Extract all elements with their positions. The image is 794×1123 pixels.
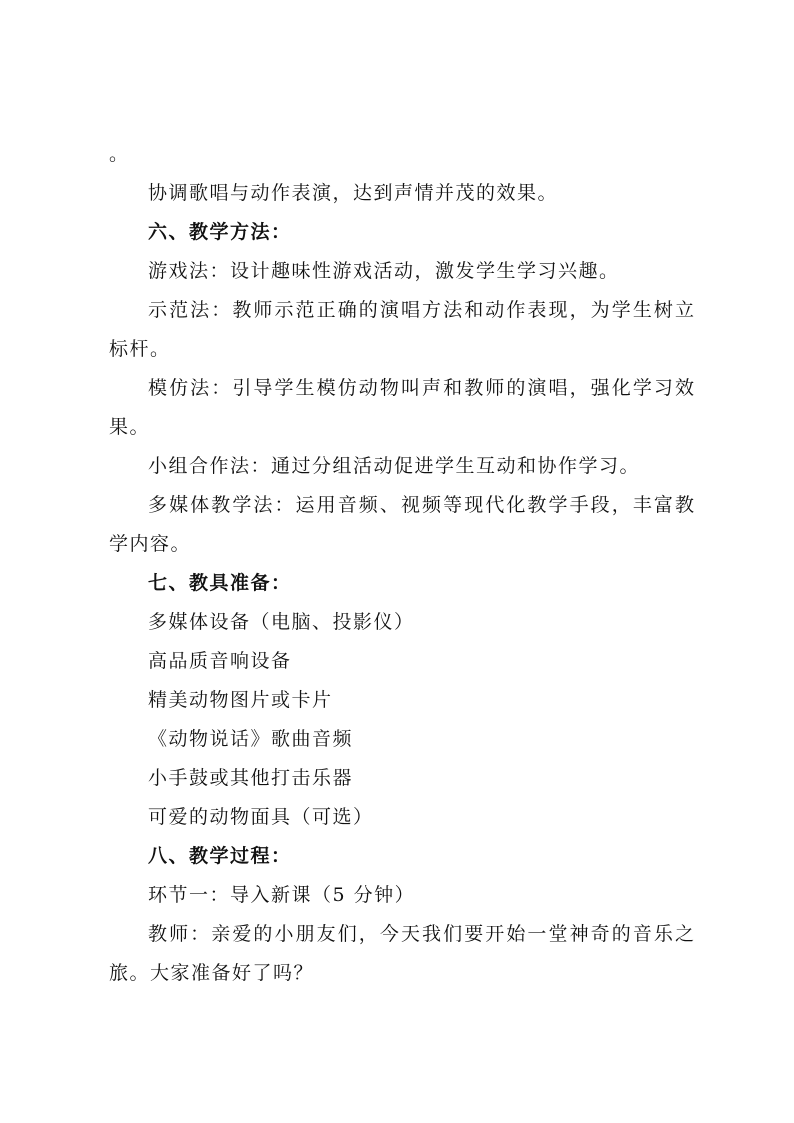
subsection-title: 环节一：导入新课（5 分钟） <box>148 884 416 906</box>
list-item: 小手鼓或其他打击乐器 <box>148 767 354 789</box>
list-item: 《动物说话》歌曲音频 <box>148 728 354 750</box>
paragraph-line: 协调歌唱与动作表演，达到声情并茂的效果。 <box>148 182 559 204</box>
paragraph-line: 标杆。 <box>109 338 171 360</box>
list-item: 精美动物图片或卡片 <box>148 689 333 711</box>
section-heading-teaching-process: 八、教学过程： <box>148 845 292 867</box>
paragraph-line: 示范法：教师示范正确的演唱方法和动作表现，为学生树立 <box>148 299 694 321</box>
list-item: 可爱的动物面具（可选） <box>148 806 374 828</box>
paragraph-line: 教师：亲爱的小朋友们，今天我们要开始一堂神奇的音乐之 <box>148 923 694 945</box>
paragraph-line: 小组合作法：通过分组活动促进学生互动和协作学习。 <box>148 455 641 477</box>
paragraph-line: 多媒体教学法：运用音频、视频等现代化教学手段，丰富教 <box>148 494 694 516</box>
trailing-period: 。 <box>109 143 130 165</box>
section-heading-teaching-methods: 六、教学方法： <box>148 221 292 243</box>
list-item: 多媒体设备（电脑、投影仪） <box>148 611 415 633</box>
paragraph-line: 旅。大家准备好了吗？ <box>109 962 315 984</box>
list-item: 高品质音响设备 <box>148 650 292 672</box>
paragraph-line: 游戏法：设计趣味性游戏活动，激发学生学习兴趣。 <box>148 260 620 282</box>
section-heading-teaching-aids: 七、教具准备： <box>148 572 292 594</box>
paragraph-line: 学内容。 <box>109 533 192 555</box>
paragraph-line: 模仿法：引导学生模仿动物叫声和教师的演唱，强化学习效 <box>148 377 694 399</box>
paragraph-line: 果。 <box>109 416 151 438</box>
